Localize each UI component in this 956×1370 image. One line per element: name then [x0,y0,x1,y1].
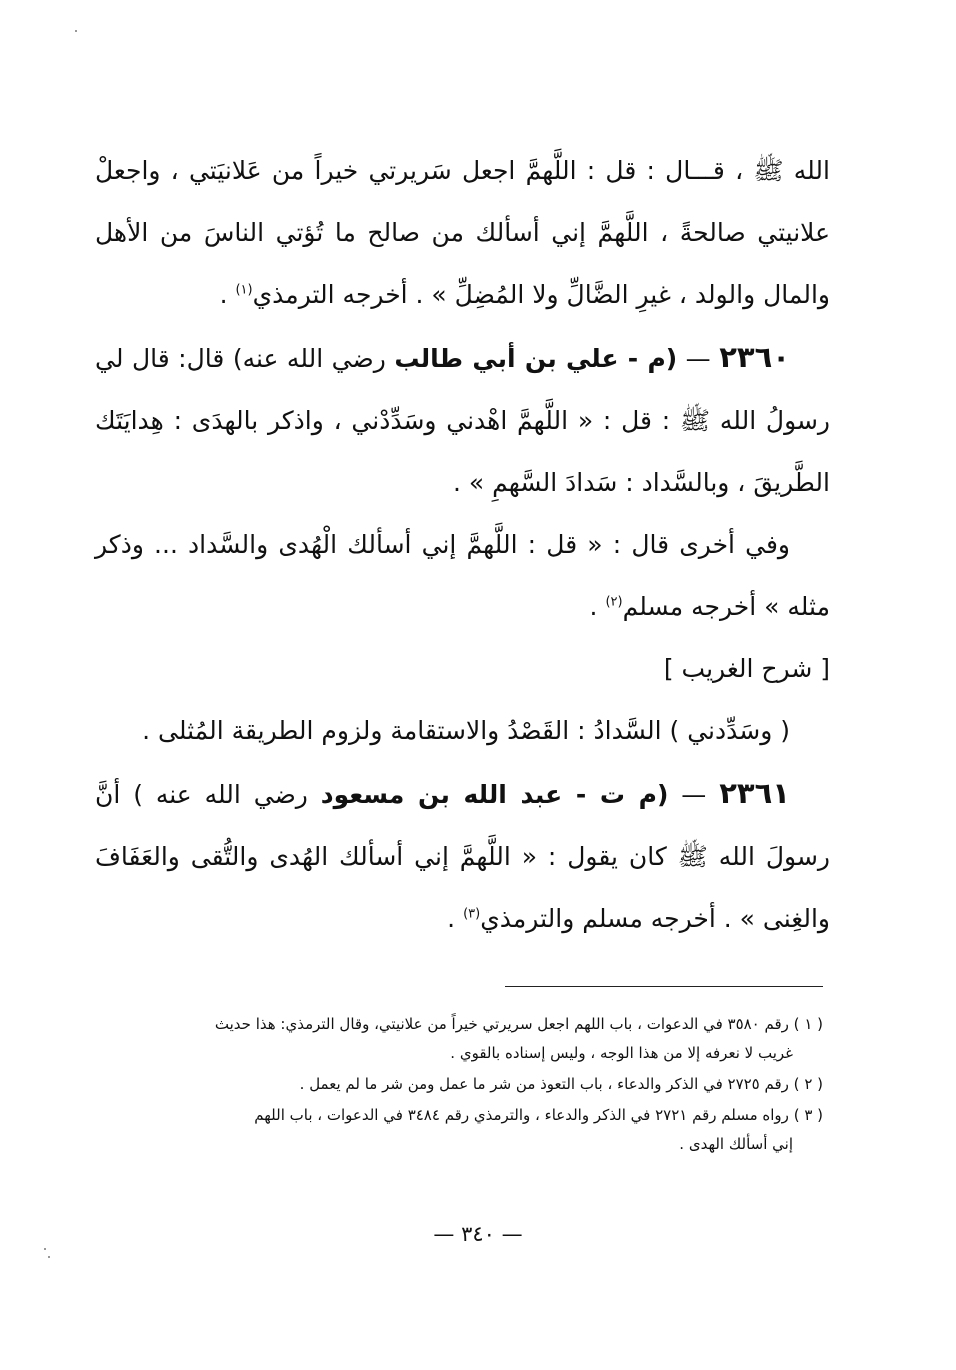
footnote-3-continuation: إني أسألك الهدى . [679,1135,793,1153]
section-heading-gharib [95,638,830,700]
hadith-source-2360: (م - علي بن أبي طالب [394,344,678,373]
footnote-ref-1[interactable]: (١) [235,282,253,298]
footnote-3 [95,1101,823,1159]
scan-speck [48,1256,50,1258]
line-1: الله ﷺ ، قـــال : قل : اللَّهمَّ اجعل سَريرتي خيراً من عَلانيَتي ، واجعلْ [95,156,830,185]
bracket-open: [ [812,654,830,683]
hadith-2361 [95,762,830,950]
hadith-intro-2360: رضي الله عنه) قال: قال لي رسولُ الله [95,344,830,435]
scan-speck [44,1248,46,1250]
line-3: والولد ، غيرِ الضَّالِّ ولا المُضِلِّ » . أخرجه الترمذي [252,280,756,309]
line-2: علانيتي صالحةً ، اللَّهمَّ إني أسألك من صالح ما تُؤتي الناسَ من الأهل والمال [95,218,830,309]
hadith-dash: — [668,780,720,809]
footnote-2 [95,1070,823,1099]
gloss-entry: ( وسَدِّدني ) السَّدادُ : القَصْدُ والاستقامة ولزوم الطريقة المُثلى . [142,716,790,745]
footnote-separator [505,986,823,987]
hadith-body-2361: رضي الله عنه ) أنَّ رسولَ الله ﷺ كان يقول : « اللَّهمَّ إني أسألك الهُدى والتُّقى والعَفَافَ والغِنى » . أخرجه مسلم والترمذي [95,780,830,933]
other-narration-text: وفي أخرى قال : « قل : اللَّهمَّ إني أسألك الْهُدى والسَّداد ... وذكر مثله » أخرجه مسلم [95,530,830,621]
footnotes [95,1010,823,1161]
hadith-2360 [95,326,830,514]
footnote-ref-2[interactable]: (٢) [605,594,623,610]
section-heading-label: شرح الغريب [681,654,813,683]
bracket-close: ] [663,654,682,683]
hadith-dash: — [677,344,720,373]
line-3-end: . [219,280,236,309]
footnote-ref-3[interactable]: (٣) [463,906,481,922]
paragraph-continuation [95,140,830,326]
hadith-end-2361: . [447,904,464,933]
footnote-2-text: ( ٢ ) رقم ٢٧٢٥ في الذكر والدعاء ، باب التعوذ من شر ما عمل ومن شر ما لم يعمل . [299,1075,823,1093]
page-body [95,140,830,950]
hadith-number-2360: ٢٣٦٠ [719,340,790,374]
footnote-1-text: ( ١ ) رقم ٣٥٨٠ في الدعوات ، باب اللهم اجعل سريرتي خيراً من علانيتي، وقال الترمذي: هذا حديث [214,1015,823,1033]
footnote-3-text: ( ٣ ) رواه مسلم رقم ٢٧٢١ في الذكر والدعاء ، والترمذي رقم ٣٤٨٤ في الدعوات ، باب اللهم [254,1106,823,1124]
hadith-body-2360: ﷺ : قل : « اللَّهمَّ اهْدني وسَدِّدْني ، واذكر بالهدَى : هِدايَتَك الطَّريقَ ، وبالسَّداد : سَدادَ السَّهمِ » . [95,406,830,497]
footnote-1 [95,1010,823,1068]
page-number: — ٣٤٠ — [433,1222,523,1246]
hadith-number-2361: ٢٣٦١ [719,776,790,810]
scan-speck [75,30,77,32]
footnote-1-continuation: غريب لا نعرفه إلا من هذا الوجه ، وليس إسناده بالقوي . [450,1044,793,1062]
main-text [95,140,830,950]
other-narration-end: . [589,592,606,621]
other-narration [95,514,830,638]
hadith-source-2361: (م ت - عبد الله بن مسعود [320,780,669,809]
